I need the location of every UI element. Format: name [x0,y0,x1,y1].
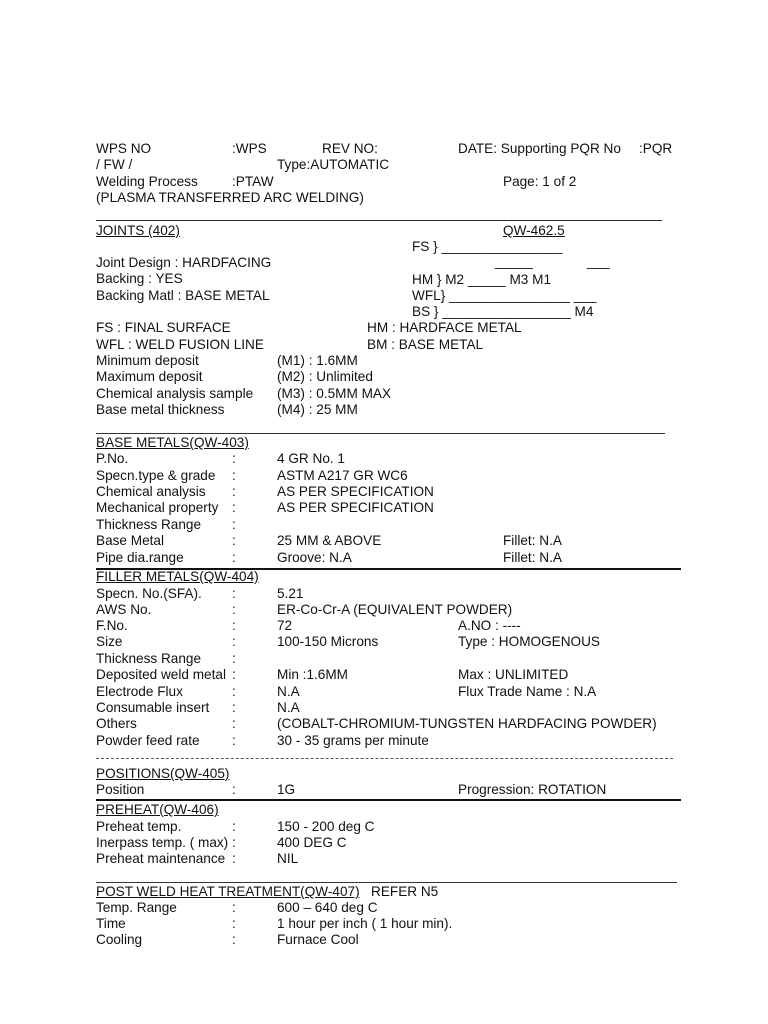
position-label: Position [96,782,145,797]
backing: Backing : YES [96,271,183,286]
blank-1: _____ [495,254,533,269]
preheat-row-value: 400 DEG C [277,835,347,850]
base-row-colon: : [232,500,236,515]
joints-title: JOINTS (402) [96,223,180,238]
hm-definition: HM : HARDFACE METAL [367,320,522,335]
base-row-colon: : [232,484,236,499]
preheat-row-colon: : [232,819,236,834]
position-colon: : [232,782,236,797]
joint-row-label: Maximum deposit [96,369,203,384]
divider [96,758,673,759]
preheat-row-colon: : [232,835,236,850]
base-row-label: Chemical analysis [96,484,206,499]
pwht-row-colon: : [232,900,236,915]
filler-row-value: N.A [277,684,300,699]
blank-2: ___ [587,254,610,269]
base-row-label: Thickness Range [96,517,202,532]
filler-row-label: Size [96,634,123,649]
pwht-row-value: Furnace Cool [277,932,359,947]
filler-row-colon: : [232,586,236,601]
filler-row-colon: : [232,618,236,633]
filler-row-label: F.No. [96,618,128,633]
preheat-row-colon: : [232,851,236,866]
divider [96,799,681,801]
divider [96,433,665,434]
pwht-row-colon: : [232,916,236,931]
filler-row-value: Min :1.6MM [277,667,349,682]
filler-row-value: ER-Co-Cr-A (EQUIVALENT POWDER) [277,602,513,617]
wps-no-value: :WPS [232,141,267,156]
fw-text: / FW / [96,157,133,172]
base-row-colon: : [232,517,236,532]
filler-row-label: Electrode Flux [96,684,183,699]
pwht-row-value: 600 – 640 deg C [277,900,378,915]
filler-row-label: Thickness Range [96,651,202,666]
pwht-title-text: POST WELD HEAT TREATMENT(QW-407) [96,884,360,899]
filler-row-extra: Type : HOMOGENOUS [458,634,601,649]
pwht-row-label: Temp. Range [96,900,177,915]
base-row-label: Base Metal [96,533,165,548]
pwht-row-label: Time [96,916,126,931]
pwht-refer: REFER N5 [371,884,439,899]
wfl-line: WFL} ________________ ___ [412,288,597,303]
filler-row-label: Consumable insert [96,700,210,715]
filler-row-label: Powder feed rate [96,733,200,748]
filler-row-colon: : [232,716,236,731]
filler-row-label: AWS No. [96,602,152,617]
base-row-colon: : [232,533,236,548]
wps-no-label: WPS NO [96,141,152,156]
welding-process-value: :PTAW [232,174,274,189]
base-row-value: 4 GR No. 1 [277,451,345,466]
bm-definition: BM : BASE METAL [367,337,484,352]
filler-row-extra: Flux Trade Name : N.A [458,684,597,699]
wfl-definition: WFL : WELD FUSION LINE [96,337,264,352]
base-row-value: 25 MM & ABOVE [277,533,382,548]
joint-row-label: Base metal thickness [96,402,225,417]
filler-row-label: Others [96,716,137,731]
filler-row-value: 100-150 Microns [277,634,379,649]
joint-row-label: Minimum deposit [96,353,199,368]
base-row-label: Mechanical property [96,500,219,515]
joint-row-value: (M3) : 0.5MM MAX [277,386,392,401]
position-value: 1G [277,782,296,797]
header-rule: _______________________________________________________________________________ [96,206,662,221]
preheat-title: PREHEAT(QW-406) [96,802,219,817]
base-row-value: AS PER SPECIFICATION [277,484,434,499]
preheat-row-label: Preheat temp. [96,819,182,834]
filler-row-extra: A.NO : ---- [458,618,521,633]
filler-row-label: Deposited weld metal [96,667,226,682]
filler-row-colon: : [232,651,236,666]
joint-row-value: (M2) : Unlimited [277,369,373,384]
preheat-row-value: 150 - 200 deg C [277,819,375,834]
base-row-value: ASTM A217 GR WC6 [277,468,408,483]
page-number: Page: 1 of 2 [503,174,577,189]
filler-row-colon: : [232,667,236,682]
process-full-name: (PLASMA TRANSFERRED ARC WELDING) [96,190,364,205]
base-row-extra: Fillet: N.A [503,550,562,565]
filler-row-colon: : [232,700,236,715]
date-pqr-label: DATE: Supporting PQR No [458,141,621,156]
base-row-label: Specn.type & grade [96,468,216,483]
filler-row-value: 30 - 35 grams per minute [277,733,429,748]
pqr-value: :PQR [639,141,673,156]
filler-row-colon: : [232,733,236,748]
base-row-colon: : [232,451,236,466]
base-row-value: AS PER SPECIFICATION [277,500,434,515]
joints-ref: QW-462.5 [503,223,565,238]
base-row-value: Groove: N.A [277,550,352,565]
preheat-row-label: Preheat maintenance [96,851,226,866]
base-metals-title: BASE METALS(QW-403) [96,435,249,450]
progression: Progression: ROTATION [458,782,607,797]
preheat-row-value: NIL [277,851,299,866]
base-row-colon: : [232,550,236,565]
filler-row-value: 5.21 [277,586,304,601]
positions-title: POSITIONS(QW-405) [96,766,230,781]
joint-row-value: (M1) : 1.6MM [277,353,358,368]
welding-process-label: Welding Process [96,174,198,189]
base-row-label: P.No. [96,451,129,466]
fs-definition: FS : FINAL SURFACE [96,320,231,335]
base-row-extra: Fillet: N.A [503,533,562,548]
backing-matl: Backing Matl : BASE METAL [96,288,270,303]
filler-row-value: (COBALT-CHROMIUM-TUNGSTEN HARDFACING POWDER) [277,716,657,731]
filler-row-value: 72 [277,618,293,633]
joint-row-label: Chemical analysis sample [96,386,254,401]
base-row-colon: : [232,468,236,483]
filler-row-label: Specn. No.(SFA). [96,586,202,601]
filler-metals-title: FILLER METALS(QW-404) [96,569,259,584]
hm-line: HM } M2 _____ M3 M1 [412,272,552,287]
bs-line: BS } _________________ M4 [412,304,594,319]
divider [96,882,677,883]
filler-row-colon: : [232,634,236,649]
filler-row-value: N.A [277,700,300,715]
rev-no: REV NO: [322,141,378,156]
filler-row-colon: : [232,684,236,699]
joint-row-value: (M4) : 25 MM [277,402,358,417]
pwht-title [96,884,360,900]
pwht-row-label: Cooling [96,932,143,947]
fs-line: FS } ________________ [412,239,563,254]
pwht-row-value: 1 hour per inch ( 1 hour min). [277,916,453,931]
base-row-label: Pipe dia.range [96,550,184,565]
joint-design: Joint Design : HARDFACING [96,255,272,270]
filler-row-extra: Max : UNLIMITED [458,667,569,682]
pwht-row-colon: : [232,932,236,947]
preheat-row-label: Inerpass temp. ( max) [96,835,229,850]
filler-row-colon: : [232,602,236,617]
type-text: Type:AUTOMATIC [277,157,390,172]
